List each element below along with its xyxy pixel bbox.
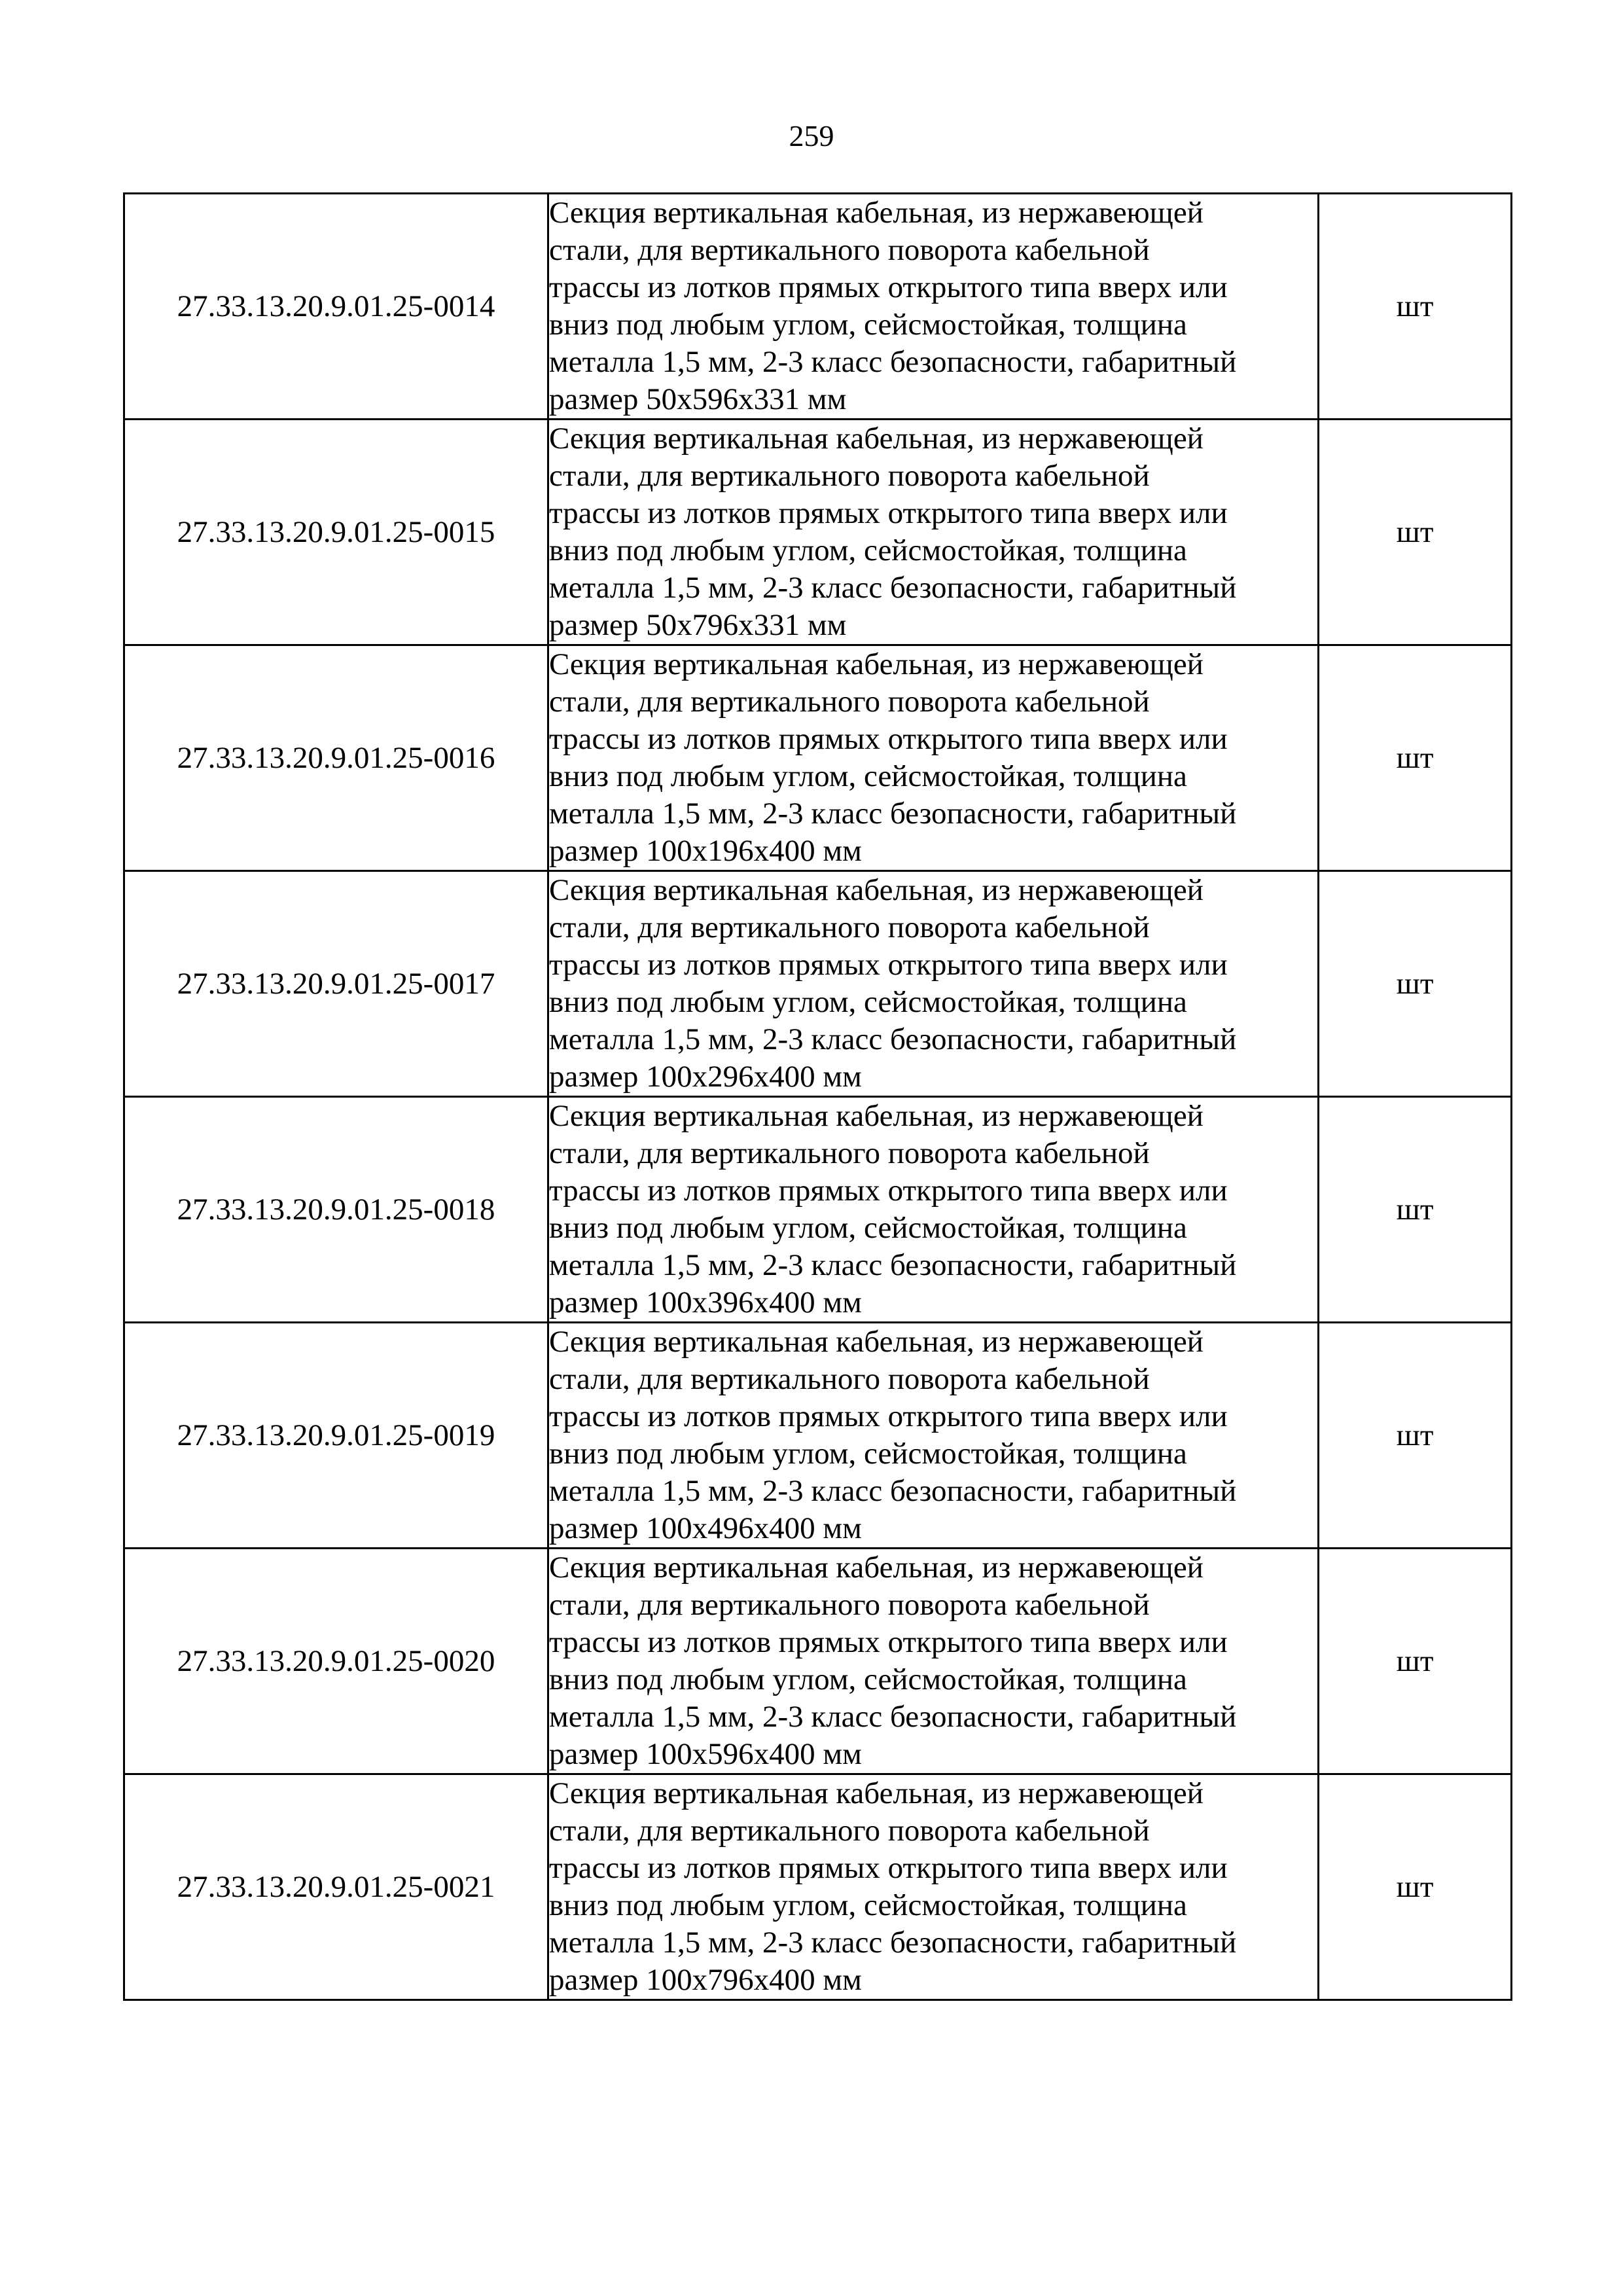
item-unit: шт [1319, 871, 1512, 1097]
spec-table-body [124, 194, 1512, 2000]
table-row [124, 1549, 1512, 1774]
description-line: металла 1,5 мм, 2-3 класс безопасности, габаритный [549, 1700, 1237, 1734]
description-line: стали, для вертикального поворота кабельной [549, 233, 1150, 267]
description-line: Секция вертикальная кабельная, из нержавеющей [549, 1551, 1204, 1585]
table-row [124, 1774, 1512, 2000]
item-unit: шт [1319, 420, 1512, 645]
item-code: 27.33.13.20.9.01.25-0017 [124, 871, 548, 1097]
table-row [124, 1097, 1512, 1323]
item-description [548, 1097, 1319, 1323]
description-line: металла 1,5 мм, 2-3 класс безопасности, габаритный [549, 571, 1237, 605]
description-line: Секция вертикальная кабельная, из нержавеющей [549, 1099, 1204, 1133]
description-line: стали, для вертикального поворота кабельной [549, 1588, 1150, 1622]
item-description [548, 1323, 1319, 1549]
description-line: размер 100х496х400 мм [549, 1511, 862, 1545]
description-line: вниз под любым углом, сейсмостойкая, толщина [549, 308, 1187, 342]
description-line: Секция вертикальная кабельная, из нержавеющей [549, 873, 1204, 907]
description-line: трассы из лотков прямых открытого типа вверх или [549, 1851, 1228, 1885]
item-description [548, 645, 1319, 871]
description-line: Секция вертикальная кабельная, из нержавеющей [549, 196, 1204, 230]
item-description [548, 871, 1319, 1097]
description-line: размер 100х796х400 мм [549, 1963, 862, 1997]
description-line: вниз под любым углом, сейсмостойкая, толщина [549, 1211, 1187, 1245]
description-line: вниз под любым углом, сейсмостойкая, толщина [549, 985, 1187, 1019]
description-line: вниз под любым углом, сейсмостойкая, толщина [549, 1437, 1187, 1471]
description-line: Секция вертикальная кабельная, из нержавеющей [549, 422, 1204, 456]
description-line: размер 100х396х400 мм [549, 1285, 862, 1319]
item-unit: шт [1319, 645, 1512, 871]
description-line: металла 1,5 мм, 2-3 класс безопасности, габаритный [549, 1474, 1237, 1508]
description-line: стали, для вертикального поворота кабельной [549, 1814, 1150, 1848]
description-line: стали, для вертикального поворота кабельной [549, 910, 1150, 944]
description-line: трассы из лотков прямых открытого типа вверх или [549, 948, 1228, 982]
description-line: металла 1,5 мм, 2-3 класс безопасности, габаритный [549, 1926, 1237, 1960]
description-line: Секция вертикальная кабельная, из нержавеющей [549, 647, 1204, 681]
item-unit: шт [1319, 1323, 1512, 1549]
item-description [548, 420, 1319, 645]
description-line: трассы из лотков прямых открытого типа вверх или [549, 722, 1228, 756]
description-line: размер 100х196х400 мм [549, 834, 862, 868]
page-number: 259 [789, 119, 834, 152]
spec-table [123, 192, 1512, 2001]
description-line: трассы из лотков прямых открытого типа вверх или [549, 1625, 1228, 1659]
table-row [124, 1323, 1512, 1549]
description-line: вниз под любым углом, сейсмостойкая, толщина [549, 759, 1187, 793]
table-row [124, 645, 1512, 871]
description-line: металла 1,5 мм, 2-3 класс безопасности, габаритный [549, 345, 1237, 379]
description-line: размер 100х296х400 мм [549, 1060, 862, 1094]
description-line: стали, для вертикального поворота кабельной [549, 685, 1150, 719]
description-line: стали, для вертикального поворота кабельной [549, 1362, 1150, 1396]
item-description [548, 1549, 1319, 1774]
description-line: стали, для вертикального поворота кабельной [549, 459, 1150, 493]
item-code: 27.33.13.20.9.01.25-0016 [124, 645, 548, 871]
description-line: трассы из лотков прямых открытого типа вверх или [549, 1174, 1228, 1208]
item-code: 27.33.13.20.9.01.25-0018 [124, 1097, 548, 1323]
item-code: 27.33.13.20.9.01.25-0019 [124, 1323, 548, 1549]
description-line: металла 1,5 мм, 2-3 класс безопасности, габаритный [549, 1248, 1237, 1282]
description-line: металла 1,5 мм, 2-3 класс безопасности, габаритный [549, 797, 1237, 831]
description-line: вниз под любым углом, сейсмостойкая, толщина [549, 1888, 1187, 1922]
table-row [124, 194, 1512, 420]
description-line: Секция вертикальная кабельная, из нержавеющей [549, 1325, 1204, 1359]
description-line: размер 50х796х331 мм [549, 608, 847, 642]
item-code: 27.33.13.20.9.01.25-0014 [124, 194, 548, 420]
item-unit: шт [1319, 1774, 1512, 2000]
item-unit: шт [1319, 1549, 1512, 1774]
item-code: 27.33.13.20.9.01.25-0020 [124, 1549, 548, 1774]
description-line: трассы из лотков прямых открытого типа вверх или [549, 270, 1228, 304]
item-description [548, 1774, 1319, 2000]
item-description [548, 194, 1319, 420]
description-line: вниз под любым углом, сейсмостойкая, толщина [549, 533, 1187, 567]
item-code: 27.33.13.20.9.01.25-0021 [124, 1774, 548, 2000]
description-line: трассы из лотков прямых открытого типа вверх или [549, 1399, 1228, 1433]
description-line: размер 50х596х331 мм [549, 382, 847, 416]
description-line: стали, для вертикального поворота кабельной [549, 1136, 1150, 1170]
description-line: Секция вертикальная кабельная, из нержавеющей [549, 1776, 1204, 1810]
description-line: вниз под любым углом, сейсмостойкая, толщина [549, 1662, 1187, 1696]
item-code: 27.33.13.20.9.01.25-0015 [124, 420, 548, 645]
item-unit: шт [1319, 194, 1512, 420]
description-line: размер 100х596х400 мм [549, 1737, 862, 1771]
description-line: трассы из лотков прямых открытого типа вверх или [549, 496, 1228, 530]
table-row [124, 871, 1512, 1097]
table-row [124, 420, 1512, 645]
item-unit: шт [1319, 1097, 1512, 1323]
description-line: металла 1,5 мм, 2-3 класс безопасности, габаритный [549, 1022, 1237, 1056]
